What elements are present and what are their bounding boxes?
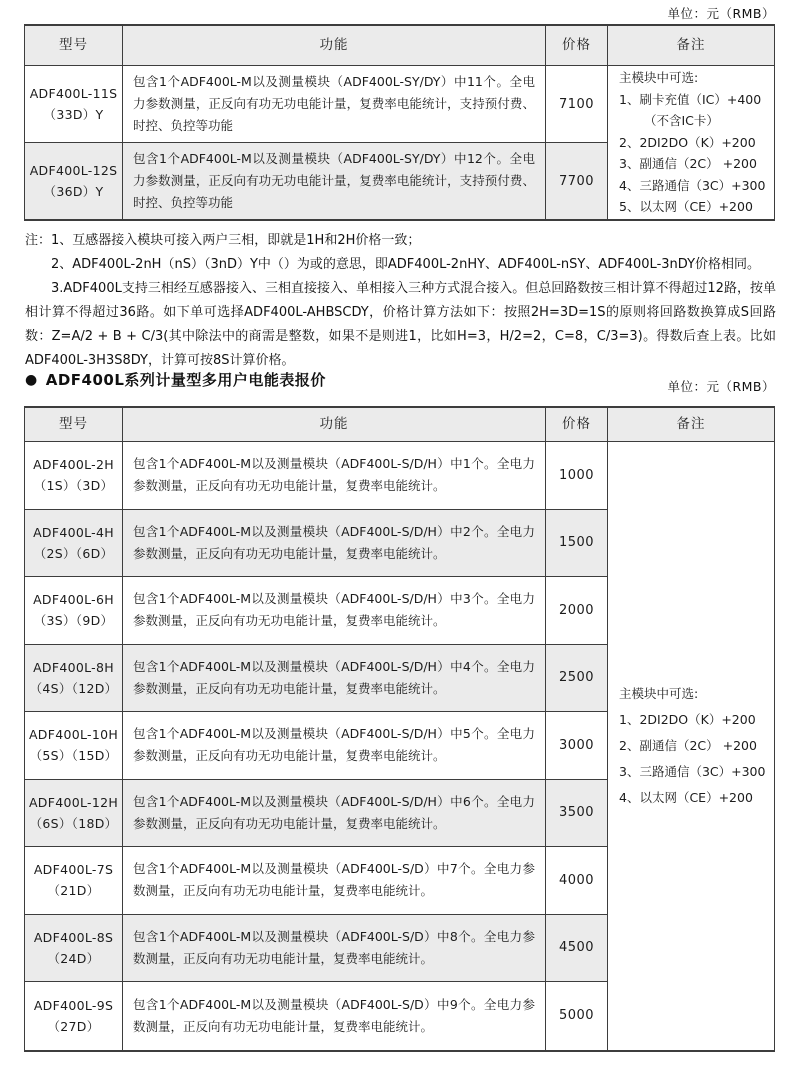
t2-row0-price-cell: 1000 [546,442,608,510]
remark-line: 2、2DI2DO（K）+200 [619,134,756,150]
model-variant: （6S）（18D） [29,815,118,831]
section-title [25,369,326,390]
t2-row2-price-cell: 2000 [546,577,608,645]
t2-col-header-price: 价格 [546,408,608,442]
t1-row1-price-cell: 7700 [546,143,608,219]
t1-col-header-model: 型号 [25,26,123,66]
remark-line: 1、2DI2DO（K）+200 [619,711,756,727]
t2-row4-function-cell: 包含1个ADF400L-M以及测量模块（ADF400L-S/D/H）中5个。全电力参数测量，正反向有功无功电能计量，复费率电能统计。 [123,712,546,780]
remark-line: 3、副通信（2C） +200 [619,156,757,172]
model-variant: （21D） [47,883,100,899]
model-code: ADF400L-10H [28,727,119,743]
model-code: ADF400L-12S [29,163,118,178]
t2-row5-price-cell: 3500 [546,780,608,848]
t1-col-header-function: 功能 [123,26,546,66]
model-code: ADF400L-7S [33,862,114,878]
model-code: ADF400L-4H [33,524,114,540]
remark-line: 1、刷卡充值（IC）+400 [619,91,762,107]
t2-row2-function-cell: 包含1个ADF400L-M以及测量模块（ADF400L-S/D/H）中3个。全电力参数测量，正反向有功无功电能计量，复费率电能统计。 [123,577,546,645]
remark-line: 主模块中可选: [619,685,699,701]
model-variant: （3S）（9D） [33,613,114,629]
remark-line: 3、三路通信（3C）+300 [619,763,766,779]
model-code: ADF400L-8H [33,659,114,675]
t2-remark-cell [608,442,774,1050]
unit-label-top: 单位：元（RMB） [667,6,775,21]
unit-label-mid: 单位：元（RMB） [667,379,775,394]
t1-row1-model-cell [25,143,123,219]
t1-col-header-remark: 备注 [608,26,774,66]
notes-block [25,229,776,373]
model-code: ADF400L-11S [29,86,118,101]
model-variant: （2S）（6D） [33,545,114,561]
model-variant: （27D） [47,1018,100,1034]
model-variant: （36D）Y [43,184,104,199]
t2-row7-price-cell: 4500 [546,915,608,983]
model-code: ADF400L-8S [33,929,114,945]
pricing-table-s-models [24,24,775,221]
remark-line: 2、副通信（2C） +200 [619,737,757,753]
t1-row0-price-cell: 7100 [546,66,608,143]
t1-row1-function-cell: 包含1个ADF400L-M以及测量模块（ADF400L-SY/DY）中12个。全电力参数测量，正反向有功无功电能计量，复费率电能统计，支持预付费、时控、负控等功能 [123,143,546,219]
t2-row6-price-cell: 4000 [546,847,608,915]
t2-row3-function-cell: 包含1个ADF400L-M以及测量模块（ADF400L-S/D/H）中4个。全电力参数测量，正反向有功无功电能计量，复费率电能统计。 [123,645,546,713]
model-code: ADF400L-6H [33,592,114,608]
model-variant: （5S）（15D） [29,748,118,764]
t2-row4-price-cell: 3000 [546,712,608,780]
t2-row8-price-cell: 5000 [546,982,608,1050]
section-title-text: ADF400L系列计量型多用户电能表报价 [45,371,326,389]
bullet-icon: ● [25,371,38,388]
model-variant: （4S）（12D） [29,680,118,696]
t2-row5-model-cell [25,780,123,848]
remark-line: 4、三路通信（3C）+300 [619,177,766,193]
model-variant: （33D）Y [43,107,104,122]
t2-row3-model-cell [25,645,123,713]
remark-line: 4、以太网（CE）+200 [619,789,753,805]
t2-row5-function-cell: 包含1个ADF400L-M以及测量模块（ADF400L-S/D/H）中6个。全电力参数测量，正反向有功无功电能计量，复费率电能统计。 [123,780,546,848]
t2-row6-function-cell: 包含1个ADF400L-M以及测量模块（ADF400L-S/D）中7个。全电力参数测量，正反向有功无功电能计量，复费率电能统计。 [123,847,546,915]
remark-line: 主模块中可选: [619,70,699,86]
model-variant: （1S）（3D） [33,478,114,494]
model-code: ADF400L-9S [33,997,114,1013]
remark-line: （不含IC卡） [644,113,719,129]
model-code: ADF400L-12H [28,794,119,810]
t2-row3-price-cell: 2500 [546,645,608,713]
t2-row8-function-cell: 包含1个ADF400L-M以及测量模块（ADF400L-S/D）中9个。全电力参数测量，正反向有功无功电能计量，复费率电能统计。 [123,982,546,1050]
t2-row6-model-cell [25,847,123,915]
t2-col-header-function: 功能 [123,408,546,442]
model-code: ADF400L-2H [33,457,114,473]
t2-row7-function-cell: 包含1个ADF400L-M以及测量模块（ADF400L-S/D）中8个。全电力参数测量，正反向有功无功电能计量，复费率电能统计。 [123,915,546,983]
t2-row1-function-cell: 包含1个ADF400L-M以及测量模块（ADF400L-S/D/H）中2个。全电力参数测量，正反向有功无功电能计量，复费率电能统计。 [123,510,546,578]
t2-row1-model-cell [25,510,123,578]
t2-row7-model-cell [25,915,123,983]
t2-col-header-model: 型号 [25,408,123,442]
t2-row1-price-cell: 1500 [546,510,608,578]
note-line-2: 2、ADF400L-2nH（nS）（3nD）Y中（）为或的意思，即ADF400L-2nHY、ADF400L-nSY、ADF400L-3nDY价格相同。 [51,257,761,272]
note-line-3: 3.ADF400L支持三相经互感器接入、三相直接接入、单相接入三种方式混合接入。但总回路数按三相计算不得超过12路，按单相计算不得超过36路。如下单可选择ADF400L-AHBSCDY，价格计算方法如下：按照2H=3D=1S的原则将回路数换算成S回路数：Z=A/2 + B + C/3(其中除法中的商需是整数，如果不是则进1，比如H=3，H/2=2，C=8，C/3=3)。得数后查上表。比如ADF400L-3H3S8DY，计算可按8S计算价格。 [25,281,776,368]
t2-row4-model-cell [25,712,123,780]
t2-row0-function-cell: 包含1个ADF400L-M以及测量模块（ADF400L-S/D/H）中1个。全电力参数测量，正反向有功无功电能计量，复费率电能统计。 [123,442,546,510]
t2-row0-model-cell [25,442,123,510]
remark-line: 5、以太网（CE）+200 [619,199,753,215]
note-line-1: 注：1、互感器接入模块可接入两户三相，即就是1H和2H价格一致； [25,233,421,248]
t1-row0-function-cell: 包含1个ADF400L-M以及测量模块（ADF400L-SY/DY）中11个。全电力参数测量，正反向有功无功电能计量，复费率电能统计，支持预付费、时控、负控等功能 [123,66,546,143]
t2-row2-model-cell [25,577,123,645]
t2-row8-model-cell [25,982,123,1050]
t2-col-header-remark: 备注 [608,408,774,442]
t1-row0-model-cell [25,66,123,143]
t1-remark-cell [608,66,774,219]
pricing-table-h-models [24,406,775,1052]
model-variant: （24D） [47,950,100,966]
t1-col-header-price: 价格 [546,26,608,66]
